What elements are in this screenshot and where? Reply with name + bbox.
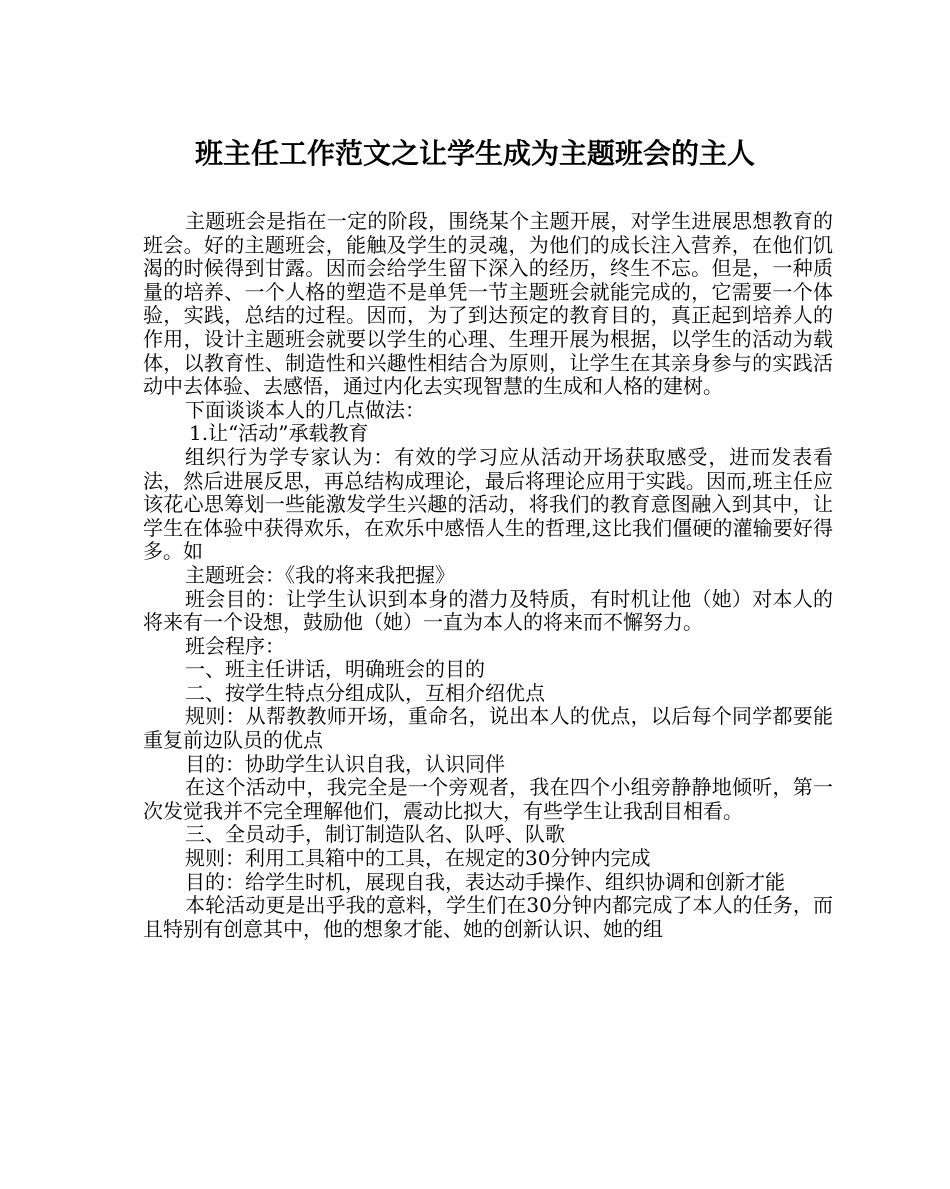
section-heading: 1.让“活动”承载教育 xyxy=(189,421,369,446)
paragraph: 三、全员动手，制订制造队名、队呼、队歌 xyxy=(185,822,565,847)
paragraph: 下面谈谈本人的几点做法： xyxy=(185,397,425,422)
document-body xyxy=(143,210,833,941)
paragraph: 班会目的：让学生认识到本身的潜力及特质，有时机让他（她）对本人的将来有一个设想，鼓励他（她）一直为本人的将来而不懈努力。 xyxy=(143,586,833,635)
paragraph: 本轮活动更是出乎我的意料，学生们在30分钟内都完成了本人的任务，而且特别有创意其中，他的想象才能、她的创新认识、她的组 xyxy=(143,893,833,941)
document-title: 班主任工作范文之让学生成为主题班会的主人 xyxy=(194,137,755,170)
paragraph: 目的：给学生时机，展现自我，表达动手操作、组织协调和创新才能 xyxy=(185,869,785,894)
paragraph: 目的：协助学生认识自我，认识同伴 xyxy=(185,751,505,776)
paragraph: 主题班会：《我的将来我把握》 xyxy=(185,562,455,587)
paragraph: 一、班主任讲话，明确班会的目的 xyxy=(185,657,485,682)
paragraph: 规则：利用工具箱中的工具，在规定的30分钟内完成 xyxy=(185,846,651,871)
paragraph: 二、按学生特点分组成队，互相介绍优点 xyxy=(185,680,545,705)
paragraph: 主题班会是指在一定的阶段，围绕某个主题开展，对学生进展思想教育的班会。好的主题班会，能触及学生的灵魂，为他们的成长注入营养，在他们饥渴的时候得到甘露。因而会给学生留下深入的经历，终生不忘。但是，一种质量的培养、一个人格的塑造不是单凭一节主题班会就能完成的，它需要一个体验，实践，总结的过程。因而，为了到达预定的教育目的，真正起到培养人的作用，设计主题班会就要以学生的心理、生理开展为根据，以学生的活动为载体，以教育性、制造性和兴趣性相结合为原则，让学生在其亲身参与的实践活动中去体验、去感悟，通过内化去实现智慧的生成和人格的建树。 xyxy=(143,209,833,399)
paragraph: 班会程序： xyxy=(185,633,285,658)
paragraph: 组织行为学专家认为：有效的学习应从活动开场获取感受，进而发表看法，然后进展反思，再总结构成理论，最后将理论应用于实践。因而,班主任应该花心思筹划一些能激发学生兴趣的活动，将我们的教育意图融入到其中，让学生在体验中获得欢乐，在欢乐中感悟人生的哲理,这比我们僵硬的灌输要好得多。如 xyxy=(143,444,833,564)
paragraph: 在这个活动中，我完全是一个旁观者，我在四个小组旁静静地倾听，第一次发觉我并不完全理解他们，震动比拟大，有些学生让我刮目相看。 xyxy=(143,775,833,823)
paragraph: 规则：从帮教教师开场，重命名，说出本人的优点，以后每个同学都要能重复前边队员的优点 xyxy=(143,704,833,753)
